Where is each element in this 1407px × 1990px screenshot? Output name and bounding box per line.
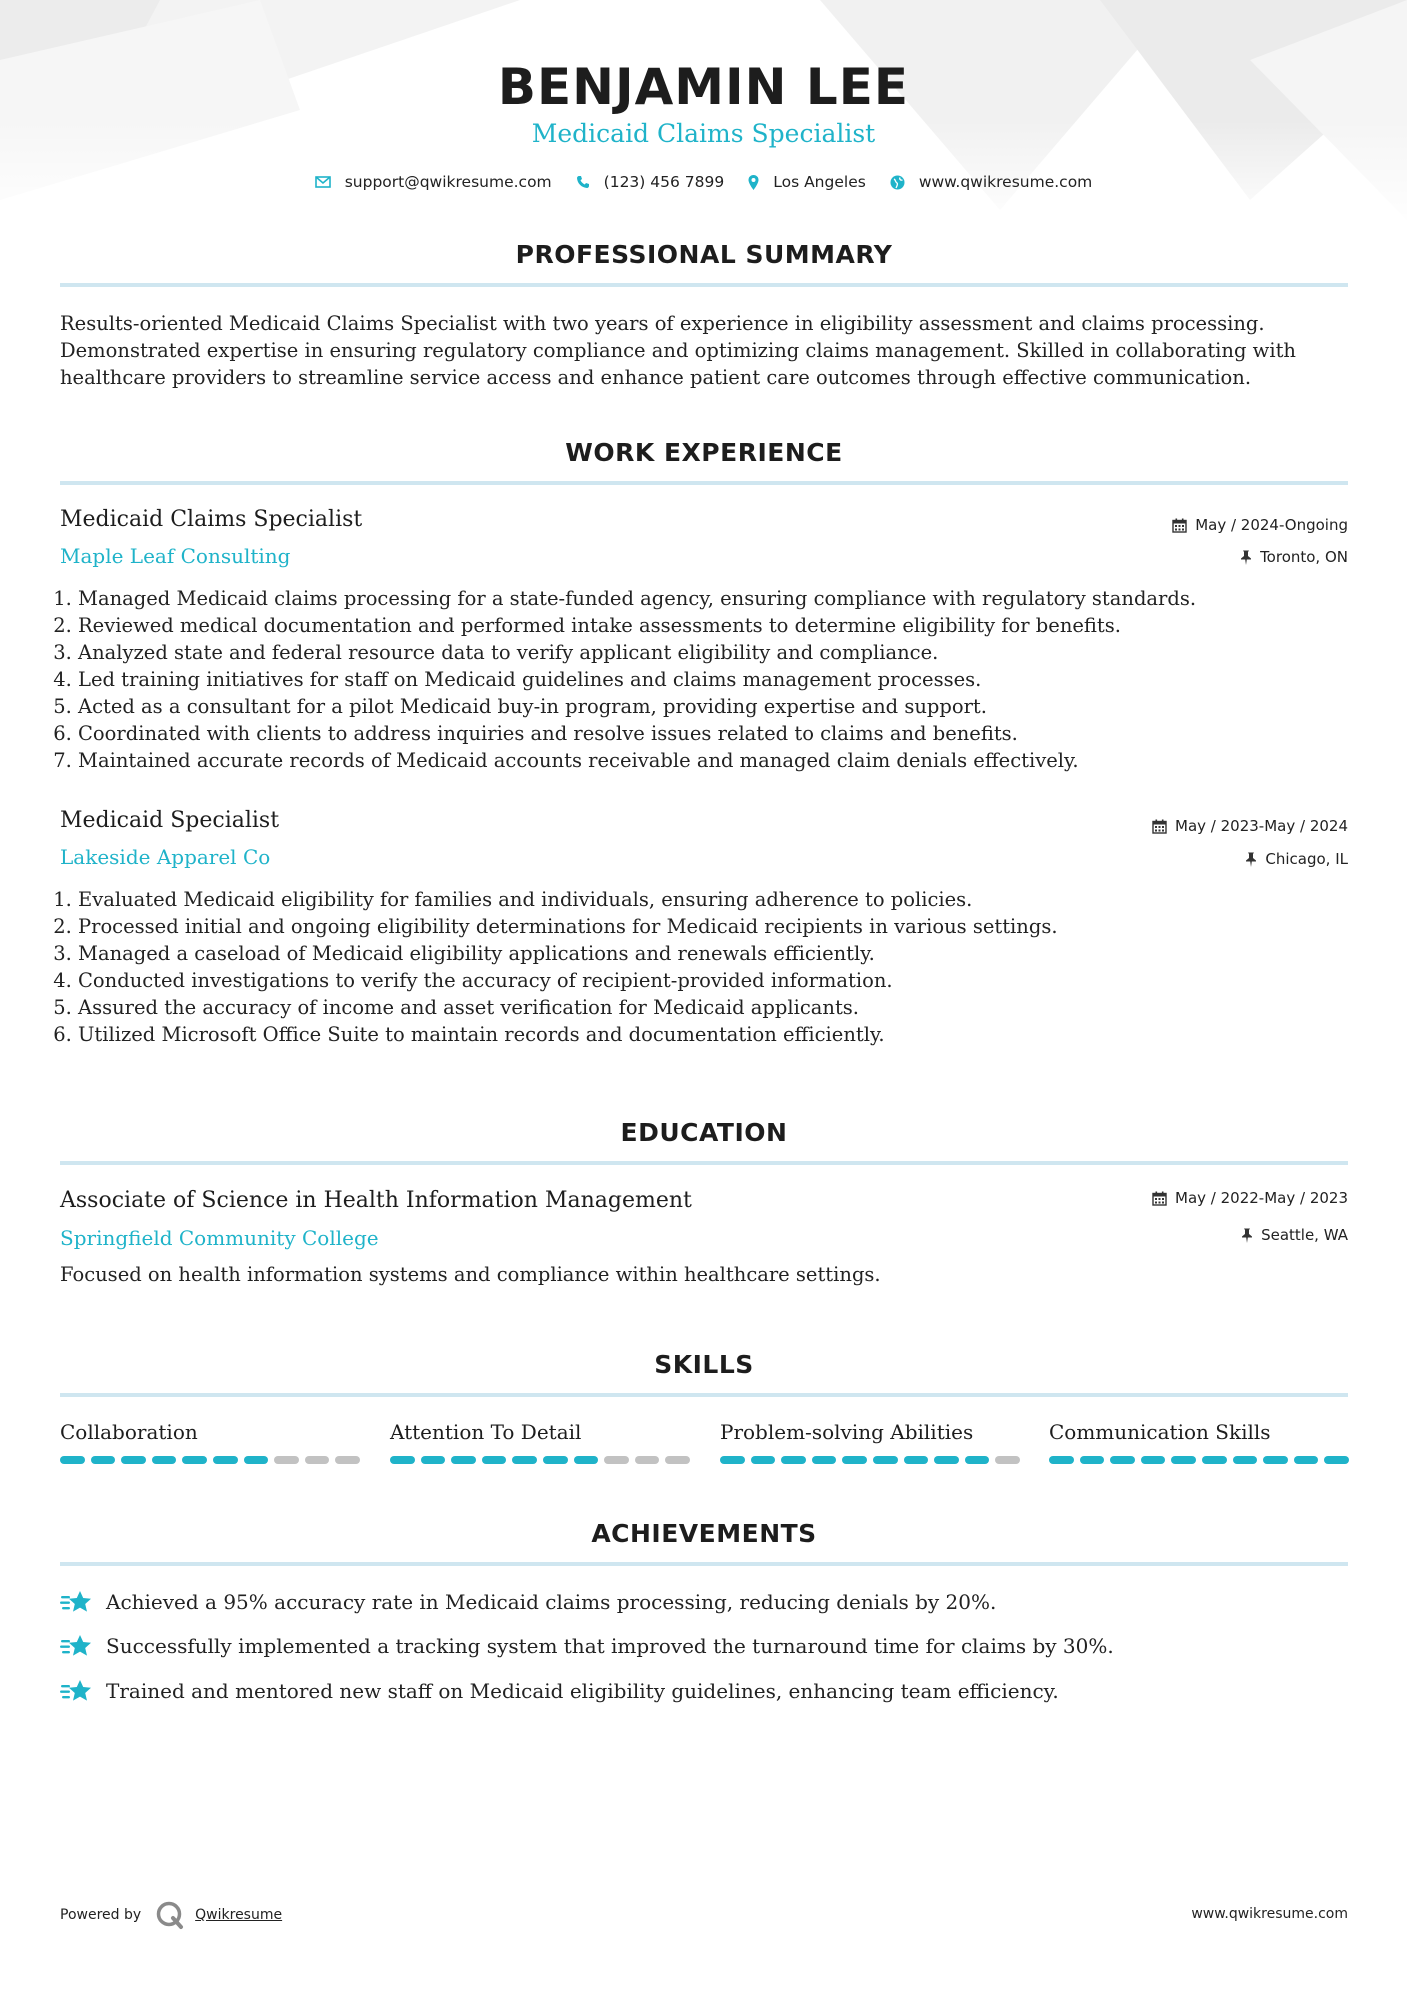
skill-meter [720, 1456, 1020, 1464]
education-dates-text: May / 2022-May / 2023 [1175, 1189, 1348, 1207]
skill-meter-segment [635, 1456, 660, 1464]
skill-meter-segment [213, 1456, 238, 1464]
skill-meter-segment [482, 1456, 507, 1464]
skill-meter-segment [182, 1456, 207, 1464]
contact-website-text: www.qwikresume.com [918, 173, 1093, 191]
skills-heading: SKILLS [654, 1350, 754, 1379]
list-item: 2. Reviewed medical documentation and performed intake assessments to determine eligibility for benefits. [78, 612, 1368, 639]
list-item: 2. Processed initial and ongoing eligibility determinations for Medicaid recipients in various settings. [78, 913, 1368, 940]
contact-bar [0, 173, 1407, 191]
skill-meter [60, 1456, 360, 1464]
skill-meter-segment [665, 1456, 690, 1464]
achievement-item [60, 1677, 1059, 1705]
map-pin-icon [748, 175, 759, 190]
skill-meter-segment [152, 1456, 177, 1464]
skill-item [1049, 1420, 1349, 1464]
star-icon [60, 1632, 94, 1660]
education-location [1241, 1226, 1348, 1244]
footer-website[interactable]: www.qwikresume.com [1191, 1906, 1348, 1922]
skill-meter-segment [751, 1456, 776, 1464]
contact-website[interactable] [890, 173, 1092, 191]
education-school: Springfield Community College [60, 1226, 379, 1250]
skill-meter-segment [1110, 1456, 1135, 1464]
achievements-divider [60, 1562, 1348, 1566]
pushpin-icon [1241, 1228, 1253, 1243]
list-item: 5. Acted as a consultant for a pilot Medicaid buy-in program, providing expertise and support. [78, 693, 1368, 720]
skill-name: Collaboration [60, 1420, 198, 1444]
achievement-text: Trained and mentored new staff on Medicaid eligibility guidelines, enhancing team efficiency. [106, 1679, 1059, 1703]
skill-meter-segment [421, 1456, 446, 1464]
skill-meter-segment [512, 1456, 537, 1464]
job-dates [1152, 817, 1348, 835]
education-heading: EDUCATION [620, 1118, 788, 1147]
achievement-text: Achieved a 95% accuracy rate in Medicaid claims processing, reducing denials by 20%. [106, 1590, 997, 1614]
skill-item [390, 1420, 690, 1464]
skill-meter-segment [1294, 1456, 1319, 1464]
job-title: Medicaid Claims Specialist [60, 507, 363, 532]
list-item: 4. Conducted investigations to verify the accuracy of recipient-provided information. [78, 967, 1368, 994]
candidate-role: Medicaid Claims Specialist [531, 119, 876, 148]
experience-divider [60, 481, 1348, 485]
calendar-icon [1152, 1191, 1167, 1206]
list-item: 5. Assured the accuracy of income and asset verification for Medicaid applicants. [78, 994, 1368, 1021]
summary-divider [60, 283, 1348, 287]
skill-meter-segment [390, 1456, 415, 1464]
list-item: 6. Utilized Microsoft Office Suite to maintain records and documentation efficiently. [78, 1021, 1368, 1048]
skill-meter-segment [873, 1456, 898, 1464]
skill-meter-segment [720, 1456, 745, 1464]
skill-name: Problem-solving Abilities [720, 1420, 974, 1444]
skill-meter-segment [842, 1456, 867, 1464]
skill-meter-segment [1263, 1456, 1288, 1464]
skill-meter-segment [91, 1456, 116, 1464]
skill-item [720, 1420, 1020, 1464]
skill-meter-segment [60, 1456, 85, 1464]
star-icon [60, 1677, 94, 1705]
list-item: 4. Led training initiatives for staff on Medicaid guidelines and claims management processes. [78, 666, 1368, 693]
job-company: Lakeside Apparel Co [60, 845, 271, 869]
skill-meter-segment [335, 1456, 360, 1464]
list-item: 7. Maintained accurate records of Medicaid accounts receivable and managed claim denials effectively. [78, 747, 1368, 774]
skill-meter-segment [781, 1456, 806, 1464]
skill-meter-segment [451, 1456, 476, 1464]
achievement-item [60, 1632, 1114, 1660]
skill-meter-segment [812, 1456, 837, 1464]
education-degree: Associate of Science in Health Information Management [60, 1188, 692, 1213]
pushpin-icon [1240, 550, 1252, 565]
skill-meter-segment [1202, 1456, 1227, 1464]
skill-meter-segment [995, 1456, 1020, 1464]
skill-meter-segment [274, 1456, 299, 1464]
skill-meter-segment [244, 1456, 269, 1464]
qwikresume-logo-icon [155, 1900, 185, 1930]
skill-meter-segment [1233, 1456, 1258, 1464]
contact-email[interactable] [315, 173, 552, 191]
skill-meter-segment [305, 1456, 330, 1464]
job-dates-text: May / 2024-Ongoing [1195, 516, 1348, 534]
contact-email-text: support@qwikresume.com [344, 173, 552, 191]
job-company: Maple Leaf Consulting [60, 544, 291, 568]
skill-meter-segment [965, 1456, 990, 1464]
job-location-text: Chicago, IL [1265, 850, 1348, 868]
skill-meter-segment [604, 1456, 629, 1464]
pushpin-icon [1245, 852, 1257, 867]
job-location [1245, 850, 1348, 868]
contact-location [748, 173, 866, 191]
contact-phone[interactable] [576, 173, 725, 191]
achievement-item [60, 1588, 996, 1616]
skills-divider [60, 1393, 1348, 1397]
achievements-heading: ACHIEVEMENTS [591, 1519, 817, 1548]
skill-meter-segment [1141, 1456, 1166, 1464]
list-item: 6. Coordinated with clients to address inquiries and resolve issues related to claims and benefits. [78, 720, 1368, 747]
skill-meter-segment [934, 1456, 959, 1464]
education-description: Focused on health information systems and compliance within healthcare settings. [60, 1263, 881, 1286]
skill-meter [390, 1456, 690, 1464]
skill-meter-segment [1049, 1456, 1074, 1464]
candidate-name: BENJAMIN LEE [497, 58, 910, 116]
skill-meter-segment [121, 1456, 146, 1464]
job-bullets [60, 886, 1368, 1048]
calendar-icon [1172, 518, 1187, 533]
powered-by-label: Powered by [60, 1907, 142, 1923]
experience-heading: WORK EXPERIENCE [565, 438, 843, 467]
contact-phone-text: (123) 456 7899 [603, 173, 725, 191]
skill-meter-segment [1324, 1456, 1349, 1464]
skill-meter-segment [1171, 1456, 1196, 1464]
job-dates-text: May / 2023-May / 2024 [1175, 817, 1348, 835]
achievement-text: Successfully implemented a tracking system that improved the turnaround time for claims by 30%. [106, 1634, 1114, 1658]
job-location-text: Toronto, ON [1260, 548, 1348, 566]
skill-meter-segment [904, 1456, 929, 1464]
summary-heading: PROFESSIONAL SUMMARY [515, 240, 893, 269]
skill-meter-segment [574, 1456, 599, 1464]
skill-item [60, 1420, 360, 1464]
footer-brand-link[interactable]: Qwikresume [195, 1907, 283, 1923]
star-icon [60, 1588, 94, 1616]
education-divider [60, 1161, 1348, 1165]
calendar-icon [1152, 819, 1167, 834]
education-location-text: Seattle, WA [1261, 1226, 1348, 1244]
footer-powered-by [60, 1900, 282, 1930]
summary-text: Results-oriented Medicaid Claims Specialist with two years of experience in eligibility assessment and claims processing. Demonstrated expertise in ensuring regulatory compliance and optimizing claims management. Skilled in collaborating with healthcare providers to streamline service access and enhance patient care outcomes through effective communication. [60, 312, 1296, 389]
contact-location-text: Los Angeles [773, 173, 866, 191]
list-item: 1. Managed Medicaid claims processing for a state-funded agency, ensuring compliance with regulatory standards. [78, 585, 1368, 612]
list-item: 3. Managed a caseload of Medicaid eligibility applications and renewals efficiently. [78, 940, 1368, 967]
globe-icon [890, 175, 905, 190]
skill-meter-segment [543, 1456, 568, 1464]
skill-name: Attention To Detail [390, 1420, 582, 1444]
skill-meter [1049, 1456, 1349, 1464]
job-bullets [60, 585, 1368, 774]
list-item: 1. Evaluated Medicaid eligibility for families and individuals, ensuring adherence to policies. [78, 886, 1368, 913]
education-dates [1152, 1189, 1348, 1207]
phone-icon [576, 175, 590, 189]
envelope-icon [315, 176, 331, 188]
job-dates [1172, 516, 1348, 534]
skill-meter-segment [1080, 1456, 1105, 1464]
job-title: Medicaid Specialist [60, 808, 280, 833]
job-location [1240, 548, 1348, 566]
skill-name: Communication Skills [1049, 1420, 1271, 1444]
list-item: 3. Analyzed state and federal resource data to verify applicant eligibility and compliance. [78, 639, 1368, 666]
